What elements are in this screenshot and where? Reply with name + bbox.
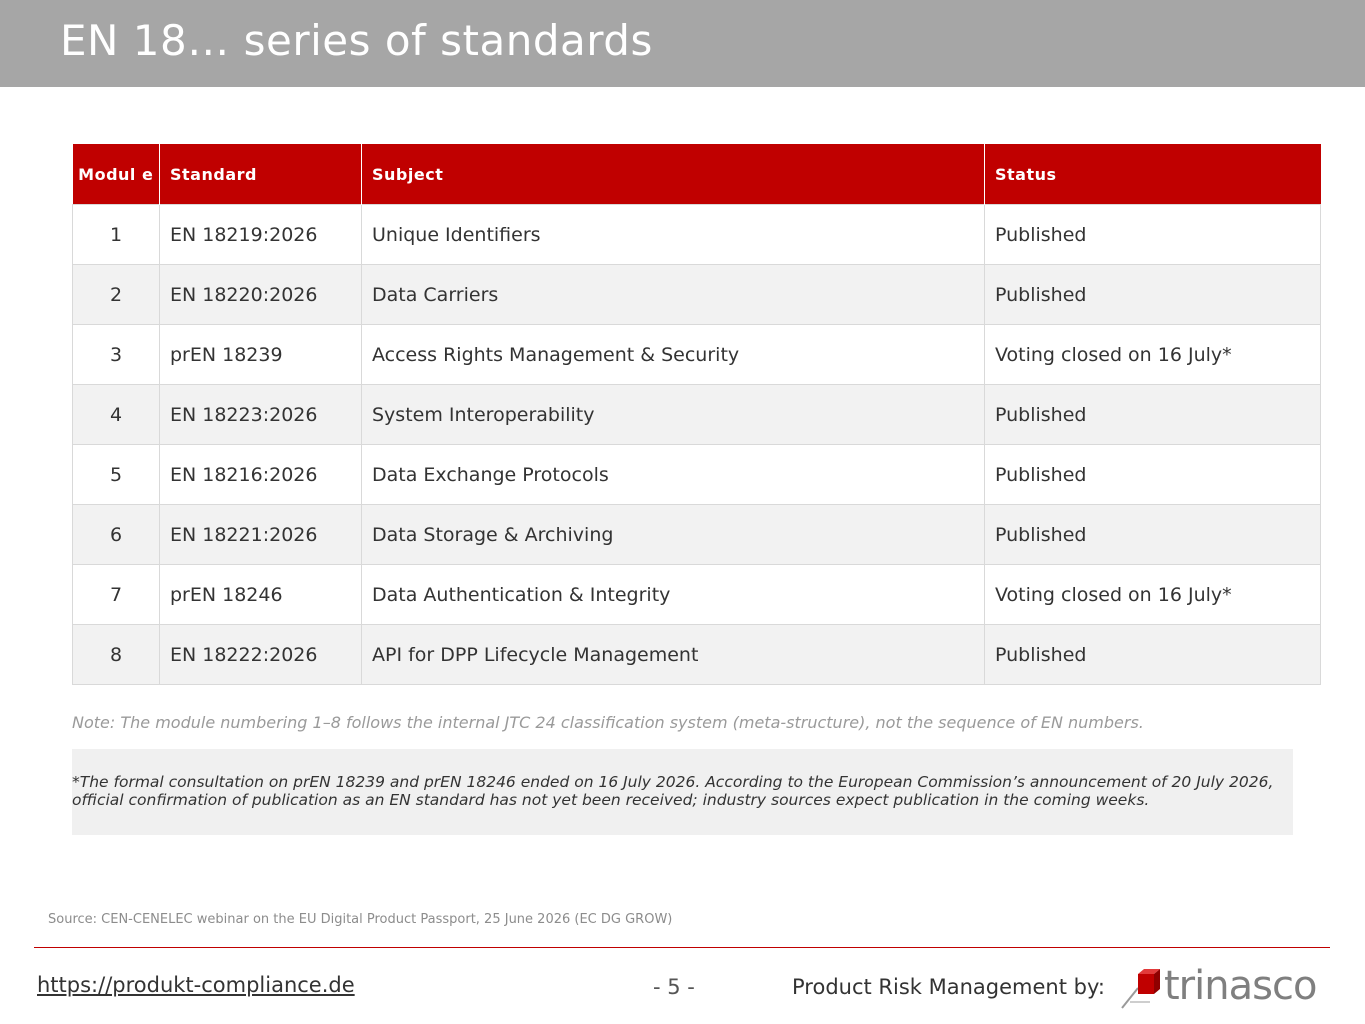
footnote-box xyxy=(72,749,1293,835)
red-cube-icon xyxy=(1120,964,1166,1010)
cell-subject: Data Storage & Archiving xyxy=(362,505,985,565)
cell-status: Published xyxy=(985,265,1321,325)
table-row xyxy=(73,385,1321,445)
cell-module: 5 xyxy=(73,445,160,505)
cell-standard: EN 18222:2026 xyxy=(160,625,362,685)
page-title: EN 18… series of standards xyxy=(60,16,653,65)
cell-standard: EN 18223:2026 xyxy=(160,385,362,445)
cell-module: 1 xyxy=(73,205,160,265)
cell-standard: prEN 18246 xyxy=(160,565,362,625)
cell-status: Published xyxy=(985,385,1321,445)
page-number: - 5 - xyxy=(653,975,695,999)
column-header-subject: Subject xyxy=(362,144,985,205)
source-citation: Source: CEN-CENELEC webinar on the EU Digital Product Passport, 25 June 2026 (EC DG GROW) xyxy=(48,912,673,927)
cell-status: Published xyxy=(985,205,1321,265)
cell-module: 4 xyxy=(73,385,160,445)
cell-subject: System Interoperability xyxy=(362,385,985,445)
cell-standard: EN 18219:2026 xyxy=(160,205,362,265)
cell-module: 8 xyxy=(73,625,160,685)
column-header-module: Modul e xyxy=(73,144,160,205)
cell-subject: Data Exchange Protocols xyxy=(362,445,985,505)
cell-subject: Access Rights Management & Security xyxy=(362,325,985,385)
cell-status: Published xyxy=(985,625,1321,685)
table-row xyxy=(73,265,1321,325)
website-link[interactable]: https://produkt-compliance.de xyxy=(37,973,355,997)
title-bar xyxy=(0,0,1365,87)
logo-wordmark: trinasco xyxy=(1164,963,1317,1009)
trinasco-logo xyxy=(1120,962,1332,1012)
cell-status: Published xyxy=(985,445,1321,505)
table-row xyxy=(73,505,1321,565)
column-header-status: Status xyxy=(985,144,1321,205)
product-risk-label: Product Risk Management by: xyxy=(792,975,1105,999)
table-row xyxy=(73,625,1321,685)
cell-status: Voting closed on 16 July* xyxy=(985,325,1321,385)
standards-table xyxy=(72,144,1321,685)
table-row xyxy=(73,325,1321,385)
column-header-standard: Standard xyxy=(160,144,362,205)
cell-subject: API for DPP Lifecycle Management xyxy=(362,625,985,685)
cell-subject: Data Authentication & Integrity xyxy=(362,565,985,625)
table-row xyxy=(73,445,1321,505)
cell-module: 6 xyxy=(73,505,160,565)
cell-standard: prEN 18239 xyxy=(160,325,362,385)
footnote-text: *The formal consultation on prEN 18239 and prEN 18246 ended on 16 July 2026. According to the European Commission’s announcement of 20 July 2026, official confirmation of publication as an EN standard has not yet been received; industry sources expect publication in the coming weeks. xyxy=(72,773,1274,809)
table-row xyxy=(73,205,1321,265)
cell-standard: EN 18220:2026 xyxy=(160,265,362,325)
cell-standard: EN 18221:2026 xyxy=(160,505,362,565)
cell-status: Published xyxy=(985,505,1321,565)
cell-subject: Unique Identifiers xyxy=(362,205,985,265)
cell-module: 3 xyxy=(73,325,160,385)
cell-subject: Data Carriers xyxy=(362,265,985,325)
footer-divider xyxy=(34,947,1330,948)
cell-status: Voting closed on 16 July* xyxy=(985,565,1321,625)
cell-standard: EN 18216:2026 xyxy=(160,445,362,505)
cell-module: 7 xyxy=(73,565,160,625)
table-header-row xyxy=(73,144,1321,205)
module-numbering-note: Note: The module numbering 1–8 follows the internal JTC 24 classification system (meta-structure), not the sequence of EN numbers. xyxy=(72,713,1144,732)
table-row xyxy=(73,565,1321,625)
cell-module: 2 xyxy=(73,265,160,325)
